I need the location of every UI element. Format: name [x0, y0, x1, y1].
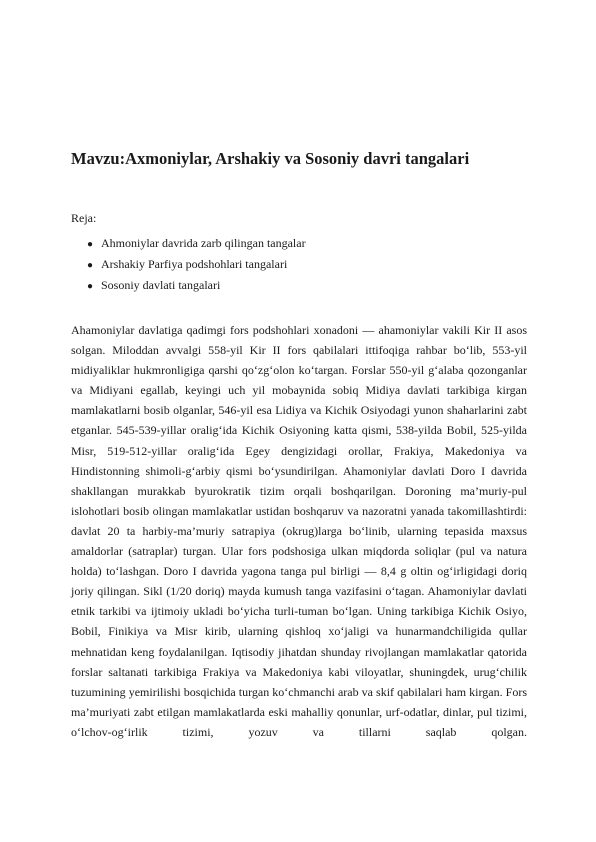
bullet-icon: ● [87, 260, 94, 271]
plan-list [71, 233, 306, 296]
bullet-icon: ● [87, 281, 94, 292]
plan-item-text: Arshakiy Parfiya podshohlari tangalari [101, 257, 288, 271]
body-paragraph: Ahamoniylar davlatiga qadimgi fors podshohlari xonadoni — ahamoniylar vakili Kir II asos solgan. Miloddan avvalgi 558-yil Kir II fors qabilalari ittifoqiga rahbar bo‘lib, 553-yil midiyaliklar hukmronligiga qarshi qo‘zg‘olon ko‘targan. Forslar 550-yil g‘alaba qozonganlar va Midiyani egallab, keyingi uch yil mobaynida sobiq Midiya davlati tarkibiga kirgan mamlakatlarni bosib olganlar, 546-yil esa Lidiya va Kichik Osiyodagi yunon shaharlarini zabt etganlar. 545-539-yillar oralig‘ida Kichik Osiyoning katta qismi, 538-yilda Bobil, 525-yilda Misr, 519-512-yillar oralig‘ida Egey dengizidagi orollar, Frakiya, Makedoniya va Hindistonning shimoli-g‘arbiy qismi bo‘ysundirilgan. Ahamoniylar davlati Doro I davrida shakllangan murakkab byurokratik tizim orqali boshqarilgan. Doroning ma’muriy-pul islohotlari bosib olingan mamlakatlar ustidan boshqaruv va nazoratni yanada takomillashtirdi: davlat 20 ta harbiy-ma’muriy satrapiya (okrug)larga bo‘linib, ularning tepasida maxsus amaldorlar (satraplar) turgan. Ular fors podshosiga ulkan miqdorda soliqlar (pul va natura holda) to‘lashgan. Doro I davrida yagona tanga pul birligi — 8,4 g oltin og‘irligidagi doriq joriy qilingan. Sikl (1/20 doriq) mayda kumush tanga vazifasini o‘tagan. Ahamoniylar davlati etnik tarkibi va ijtimoiy ukladi bo‘yicha turli-tuman bo‘lgan. Uning tarkibiga Kichik Osiyo, Bobil, Finikiya va Misr kirib, ularning qishloq xo‘jaligi va hunarmandchiligida qullar mehnatidan keng foydalanilgan. Iqtisodiy jihatdan shunday rivojlangan mamlakatlar qatorida forslar saltanati tarkibiga Frakiya va Makedoniya kabi viloyatlar, shuningdek, urug‘chilik tuzumining yemirilishi bosqichida turgan ko‘chmanchi arab va skif qabilalari ham kirgan. Fors ma’muriyati zabt etilgan mamlakatlarda eski mahalliy qonunlar, urf-odatlar, dinlar, pul tizimi, o‘lchov-og‘irlik tizimi, yozuv va tillarni saqlab qolgan. [71, 323, 527, 739]
plan-item-text: Ahmoniylar davrida zarb qilingan tangalar [101, 236, 306, 250]
plan-label: Reja: [71, 211, 97, 225]
plan-item [71, 233, 306, 254]
page-title: Mavzu:Axmoniylar, Arshakiy va Sosoniy davri tangalari [71, 149, 470, 168]
plan-item [71, 275, 306, 296]
plan-item [71, 254, 306, 275]
bullet-icon: ● [87, 239, 94, 250]
plan-item-text: Sosoniy davlati tangalari [101, 278, 221, 292]
